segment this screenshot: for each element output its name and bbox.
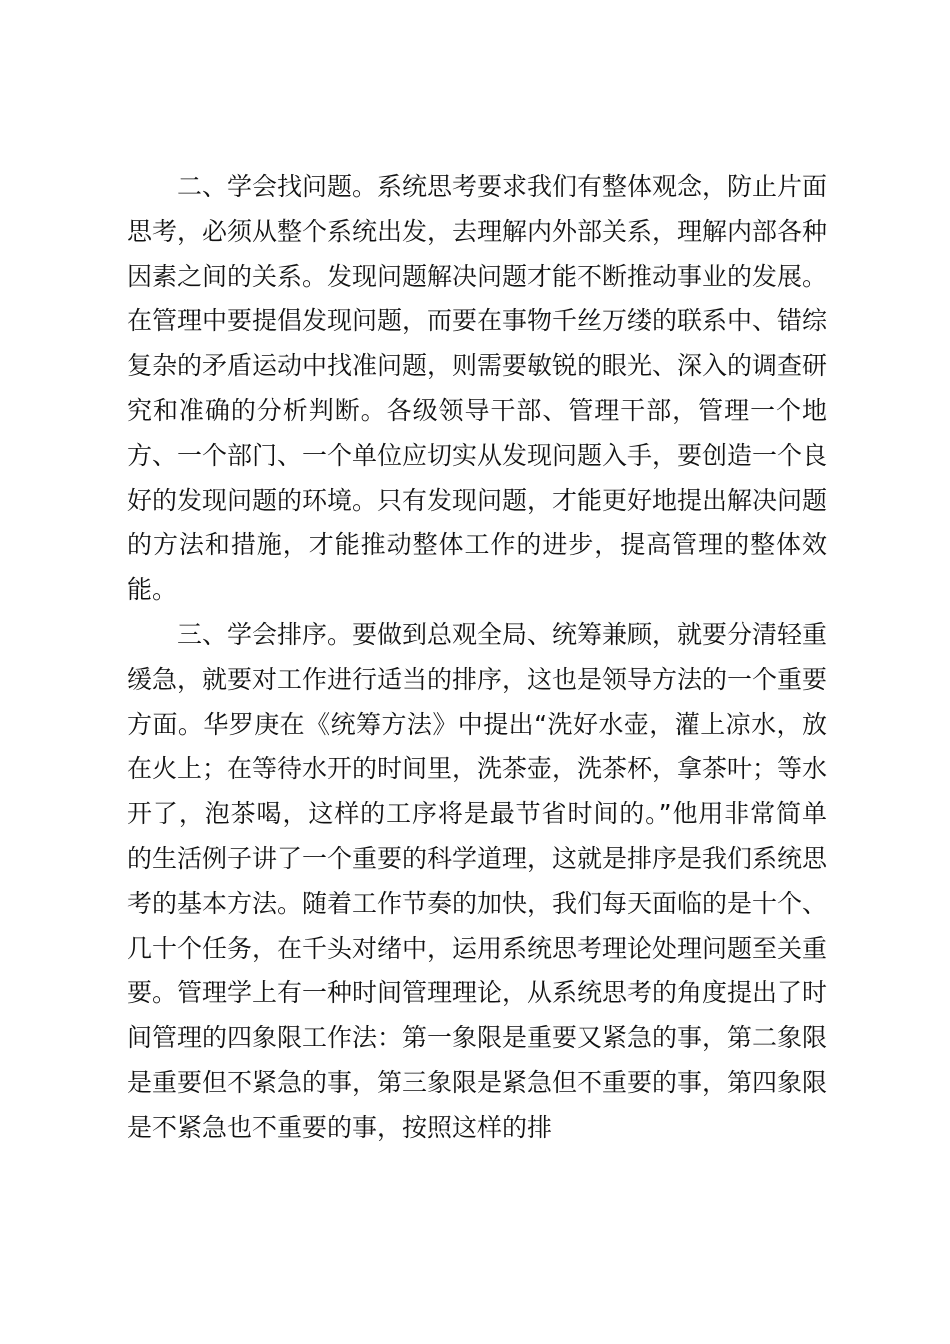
document-body: [127, 165, 827, 1151]
paragraph-find-problems: 二、学会找问题。系统思考要求我们有整体观念，防止片面思考，必须从整个系统出发，去理解内外部关系，理解内部各种因素之间的关系。发现问题解决问题才能不断推动事业的发展。在管理中要提倡发现问题，而要在事物千丝万缕的联系中、错综复杂的矛盾运动中找准问题，则需要敏锐的眼光、深入的调查研究和准确的分析判断。各级领导干部、管理干部，管理一个地方、一个部门、一个单位应切实从发现问题入手，要创造一个良好的发现问题的环境。只有发现问题，才能更好地提出解决问题的方法和措施，才能推动整体工作的进步，提高管理的整体效能。: [127, 172, 828, 605]
paragraph-prioritize: 三、学会排序。要做到总观全局、统筹兼顾，就要分清轻重缓急，就要对工作进行适当的排序，这也是领导方法的一个重要方面。华罗庚在《统筹方法》中提出“洗好水壶，灌上凉水，放在火上；在等待水开的时间里，洗茶壶，洗茶杯，拿茶叶；等水开了，泡茶喝，这样的工序将是最节省时间的。”他用非常简单的生活例子讲了一个重要的科学道理，这就是排序是我们系统思考的基本方法。随着工作节奏的加快，我们每天面临的是十个、几十个任务，在千头对绪中，运用系统思考理论处理问题至关重要。管理学上有一种时间管理理论，从系统思考的角度提出了时间管理的四象限工作法：第一象限是重要又紧急的事，第二象限是重要但不紧急的事，第三象限是紧急但不重要的事，第四象限是不紧急也不重要的事，按照这样的排: [127, 619, 828, 1142]
